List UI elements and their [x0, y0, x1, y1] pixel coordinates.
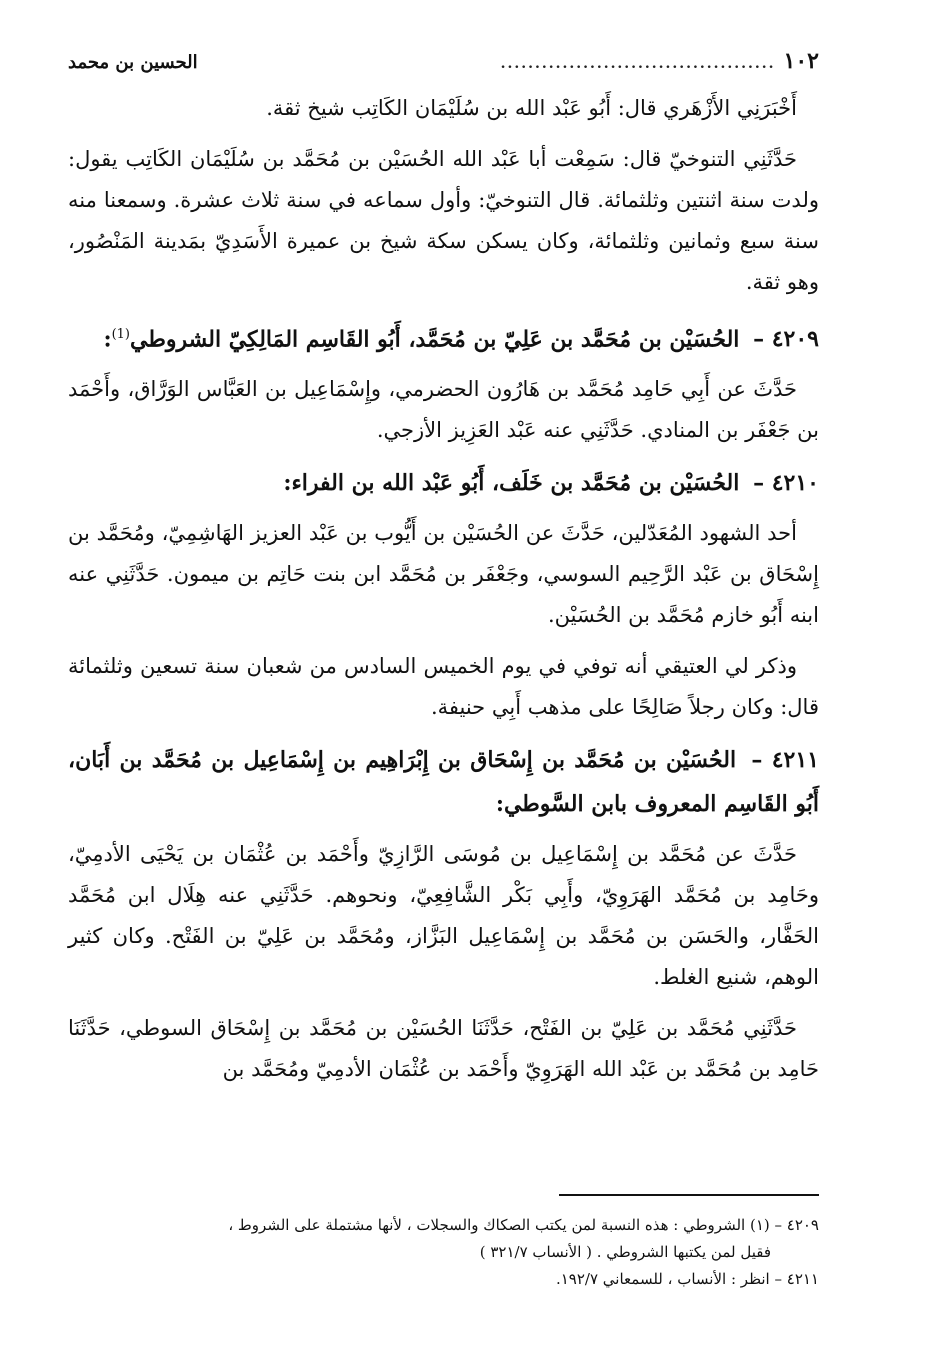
running-title: الحسين بن محمد	[68, 52, 198, 73]
entry-title-4209: الحُسَيْن بن مُحَمَّد بن عَلِيّ بن مُحَمَّد، أَبُو القَاسِم المَالِكِيّ الشروطي	[130, 326, 740, 353]
page-header	[68, 48, 819, 88]
footnote-4209-line-1: ٤٢٠٩ – (١) الشروطي : هذه النسبة لمن يكتب الصكاك والسجلات ، لأنها مشتملة على الشروط ،	[228, 1216, 819, 1234]
page-number: ١٠٢	[783, 48, 819, 74]
paragraph-3: حَدَّثَ عن أَبِي حَامِد مُحَمَّد بن هَارُون الحضرمي، وإِسْمَاعِيل بن العَبَّاس الوَرَّاق، وأَحْمَد بن جَعْفَر بن المنادي. حَدَّثَنِي عنه عَبْد العَزِيز الأزجي.	[68, 377, 819, 443]
footnotes	[68, 1212, 819, 1293]
paragraph-7: حَدَّثَنِي مُحَمَّد بن عَلِيّ بن الفَتْح، حَدَّثَنَا الحُسَيْن بن مُحَمَّد بن إِسْحَاق السوطي، حَدَّثَنَا حَامِد بن مُحَمَّد بن عَبْد الله الهَرَوِيّ وأَحْمَد بن عُثْمَان الأدمِيّ ومُحَمَّد بن	[68, 1016, 819, 1082]
entry-heading-4209	[68, 313, 819, 361]
entry-number-4211: ٤٢١١ –	[751, 747, 819, 774]
entry-number-4209: ٤٢٠٩ –	[753, 326, 819, 353]
footnote-4211: ٤٢١١ – انظر : الأنساب ، للسمعاني ١٩٢/٧.	[555, 1270, 819, 1288]
dot-leader: ........................................	[500, 56, 776, 72]
paragraph-2: حَدَّثَنِي التنوخيّ قال: سَمِعْت أبا عَبْد الله الحُسَيْن بن مُحَمَّد بن سُلَيْمَان الكَاتِب يقول: ولدت سنة اثنتين وثلثمائة. قال التنوخيّ: وأول سماعه في سنة ثلاث عشرة. وسمعنا منه سنة سبع وثمانين وثلثمائة، وكان يسكن سكة شيخ بن عميرة الأَسَدِيّ بمَدينة المَنْصُور، وهو ثقة.	[68, 147, 819, 294]
footnote-divider	[559, 1194, 819, 1196]
entry-title-4210: الحُسَيْن بن مُحَمَّد بن خَلَف، أَبُو عَبْد الله بن الفراء:	[283, 470, 740, 497]
paragraph-4: أحد الشهود المُعَدّلين، حَدَّثَ عن الحُسَيْن بن أَيُّوب بن عَبْد العزيز الهَاشِمِيّ، ومُحَمَّد بن إِسْحَاق بن عَبْد الرَّحِيم السوسي، وجَعْفَر بن مُحَمَّد ابن بنت حَاتِم بن ميمون. حَدَّثَنِي عنه ابنه أَبُو خازم مُحَمَّد بن الحُسَيْن.	[68, 521, 819, 628]
book-page	[68, 48, 819, 1100]
entry-colon: :	[103, 326, 112, 353]
entry-number-4210: ٤٢١٠ –	[753, 470, 819, 497]
paragraph-5: وذكر لي العتيقي أنه توفي في يوم الخميس السادس من شعبان سنة تسعين وثلثمائة قال: وكان رجلاً صَالِحًا على مذهب أَبِي حنيفة.	[68, 654, 819, 720]
paragraph-1: أَخْبَرَنِي الأَزْهَري قال: أَبُو عَبْد الله بن سُلَيْمَان الكَاتِب شيخ ثقة.	[266, 96, 797, 120]
paragraph-6: حَدَّثَ عن مُحَمَّد بن إِسْمَاعِيل بن مُوسَى الرَّازِيّ وأَحْمَد بن عُثْمَان بن يَحْيَى الأدمِيّ، وحَامِد بن مُحَمَّد الهَرَوِيّ، وأَبِي بَكْر الشَّافِعِيّ، ونحوهم. حَدَّثَنِي عنه هِلَال ابن مُحَمَّد الحَفَّار، والحَسَن بن مُحَمَّد بن إِسْمَاعِيل البَزَّاز، ومُحَمَّد بن عَلِيّ بن الفَتْح. وكان كثير الوهم، شنيع الغلط.	[68, 842, 819, 990]
entry-title-4211: الحُسَيْن بن مُحَمَّد بن إِسْحَاق بن إِبْرَاهِيم بن إِسْمَاعِيل بن مُحَمَّد بن أَبَان، أَبُو القَاسِم المعروف بابن السَّوطي:	[68, 747, 819, 818]
footnote-marker: (1)	[111, 327, 130, 342]
entry-heading-4211	[68, 738, 819, 826]
footnote-4209-line-2: فقيل لمن يكتبها الشروطي . ( الأنساب ٣٢١/٧ )	[479, 1243, 771, 1261]
entry-heading-4210	[68, 461, 819, 505]
